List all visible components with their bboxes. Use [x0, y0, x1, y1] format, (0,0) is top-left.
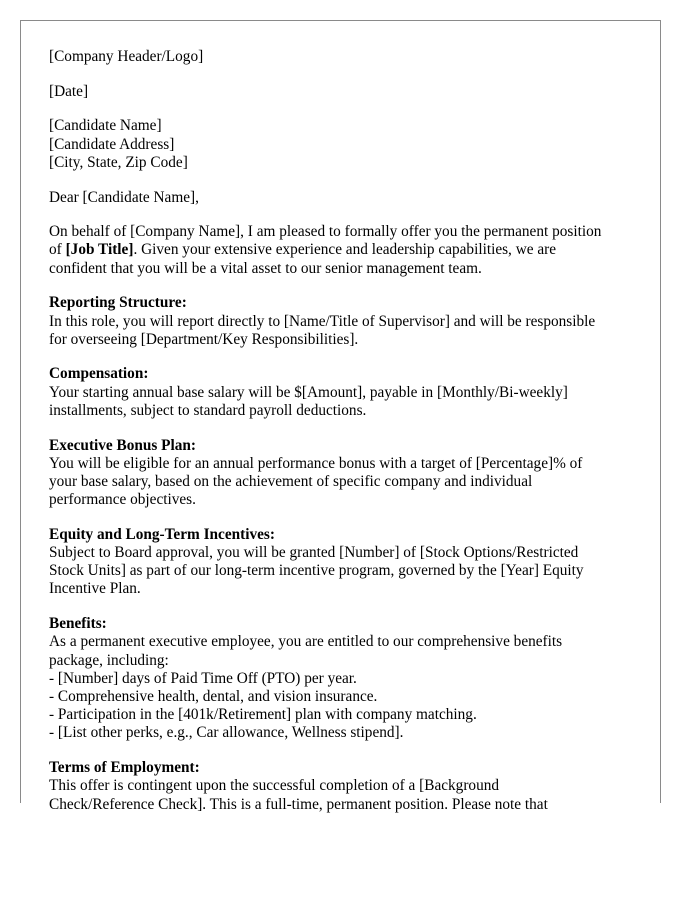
recipient-name: [Candidate Name] — [49, 117, 162, 135]
recipient-address: [Candidate Address] — [49, 135, 175, 153]
salutation-text: Dear [Candidate Name], — [49, 188, 199, 206]
intro-line-3: confident that you will be a vital asset to our senior management team. — [49, 259, 482, 277]
salutation — [49, 189, 639, 207]
section-compensation — [49, 365, 639, 420]
section-line: Incentive Plan. — [49, 580, 141, 598]
letter-date — [49, 83, 639, 101]
section-line: You will be eligible for an annual performance bonus with a target of [Percentage]% of — [49, 454, 583, 472]
job-title-placeholder: [Job Title] — [65, 241, 134, 259]
benefit-list-item: - Comprehensive health, dental, and vision insurance. — [49, 687, 378, 705]
benefit-list-item: - Participation in the [401k/Retirement] plan with company matching. — [49, 706, 477, 724]
section-equity-incentives — [49, 526, 639, 599]
intro-line-2-prefix: of — [49, 241, 66, 259]
section-line: package, including: — [49, 651, 169, 669]
section-executive-bonus-plan — [49, 437, 639, 510]
section-heading: Executive Bonus Plan: — [49, 436, 197, 454]
company-header — [49, 48, 639, 66]
benefit-list-item: - [List other perks, e.g., Car allowance, Wellness stipend]. — [49, 724, 404, 742]
section-line: performance objectives. — [49, 491, 196, 509]
recipient-address-block — [49, 117, 639, 172]
section-line: In this role, you will report directly to [Name/Title of Supervisor] and will be responsible — [49, 312, 596, 330]
section-benefits — [49, 615, 639, 742]
section-line: installments, subject to standard payroll deductions. — [49, 401, 367, 419]
benefit-list-item: - [Number] days of Paid Time Off (PTO) per year. — [49, 669, 357, 687]
section-line: for overseeing [Department/Key Responsibilities]. — [49, 330, 359, 348]
intro-line-1: On behalf of [Company Name], I am pleased to formally offer you the permanent position — [49, 223, 602, 241]
intro-line-2 — [49, 241, 639, 259]
section-line: Stock Units] as part of our long-term incentive program, governed by the [Year] Equity — [49, 562, 584, 580]
section-line: Your starting annual base salary will be $[Amount], payable in [Monthly/Bi-weekly] — [49, 383, 568, 401]
letter-page — [20, 20, 661, 813]
section-reporting-structure — [49, 294, 639, 349]
intro-paragraph — [49, 223, 639, 278]
letter-body — [49, 48, 639, 830]
section-heading: Reporting Structure: — [49, 294, 187, 312]
section-line: As a permanent executive employee, you are entitled to our comprehensive benefits — [49, 633, 563, 651]
section-line: Check/Reference Check]. This is a full-time, permanent position. Please note that — [49, 795, 548, 813]
section-heading: Terms of Employment: — [49, 759, 200, 777]
section-heading: Benefits: — [49, 615, 107, 633]
section-line: your base salary, based on the achievement of specific company and individual — [49, 472, 533, 490]
company-logo-placeholder: [Company Header/Logo] — [49, 48, 204, 65]
intro-line-2-suffix: . Given your extensive experience and leadership capabilities, we are — [133, 241, 557, 259]
recipient-city-state-zip: [City, State, Zip Code] — [49, 153, 188, 171]
section-terms-of-employment — [49, 759, 639, 814]
section-line: This offer is contingent upon the successful completion of a [Background — [49, 777, 500, 795]
section-line: Subject to Board approval, you will be granted [Number] of [Stock Options/Restricted — [49, 544, 579, 562]
date-placeholder: [Date] — [49, 82, 89, 100]
section-heading: Equity and Long-Term Incentives: — [49, 525, 275, 543]
section-heading: Compensation: — [49, 365, 149, 383]
